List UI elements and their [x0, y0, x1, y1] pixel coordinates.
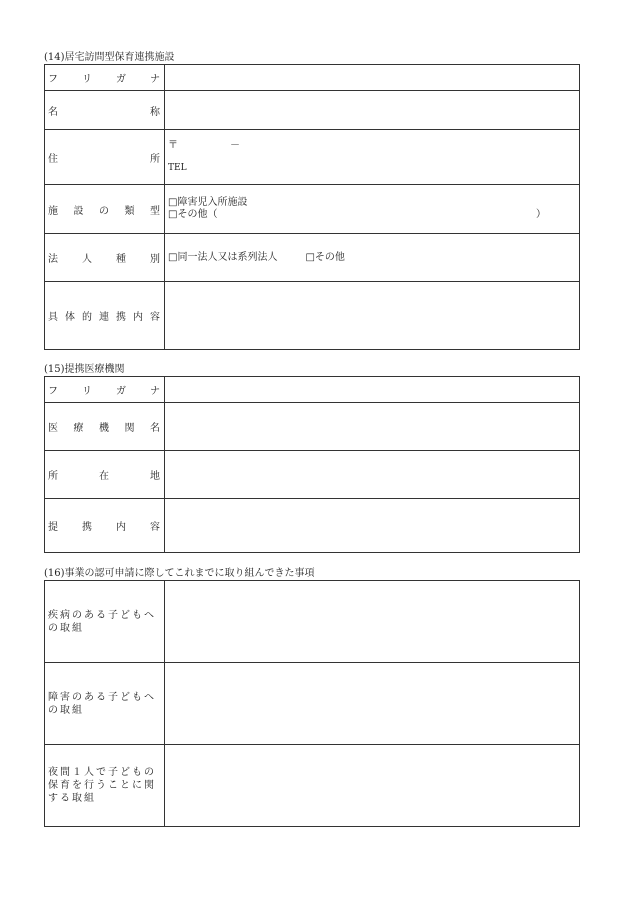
night-care-row	[45, 745, 580, 827]
facility-type-label: 施 設 の 類 型	[45, 185, 165, 234]
name-label: 名 称	[45, 91, 165, 130]
postal-mark: 〒	[168, 140, 178, 151]
facility-type-other-close: ）	[536, 209, 546, 220]
section-14-title: (14)居宅訪問型保育連携施設	[44, 52, 175, 63]
furigana-row-15	[45, 377, 580, 403]
institution-name-field[interactable]	[165, 403, 580, 451]
illness-field[interactable]	[165, 581, 580, 663]
partnership-content-row	[45, 499, 580, 553]
corporation-type-row	[45, 234, 580, 282]
section-14-table	[44, 64, 580, 350]
name-row	[45, 91, 580, 130]
furigana-label-15: フ リ ガ ナ	[45, 377, 165, 403]
night-care-field[interactable]	[165, 745, 580, 827]
disability-field[interactable]	[165, 663, 580, 745]
facility-type-options	[165, 185, 580, 234]
furigana-field-15[interactable]	[165, 377, 580, 403]
disability-row	[45, 663, 580, 745]
section-16-title: (16)事業の認可申請に際してこれまでに取り組んできた事項	[44, 568, 315, 579]
institution-name-row	[45, 403, 580, 451]
name-field[interactable]	[165, 91, 580, 130]
facility-type-option-disabled-child[interactable]: □障害児入所施設	[168, 197, 248, 208]
facility-type-option-other[interactable]: □その他（ ）	[168, 209, 546, 220]
section-16-table	[44, 580, 580, 827]
illness-label: 疾病のある子どもへ の取組	[45, 581, 165, 663]
furigana-field[interactable]	[165, 65, 580, 91]
partnership-content-label: 提 携 内 容	[45, 499, 165, 553]
night-care-label: 夜間１人で子どもの 保育を行うことに関 する取組	[45, 745, 165, 827]
location-field[interactable]	[165, 451, 580, 499]
address-field[interactable]	[165, 130, 580, 185]
location-row	[45, 451, 580, 499]
detail-label: 具 体 的 連 携 内 容	[45, 282, 165, 350]
institution-name-label: 医 療 機 関 名	[45, 403, 165, 451]
section-15-title: (15)提携医療機関	[44, 364, 125, 375]
corporation-type-label: 法 人 種 別	[45, 234, 165, 282]
detail-field[interactable]	[165, 282, 580, 350]
corporation-option-same[interactable]: □同一法人又は系列法人	[168, 251, 278, 263]
illness-row	[45, 581, 580, 663]
location-label: 所 在 地	[45, 451, 165, 499]
partnership-content-field[interactable]	[165, 499, 580, 553]
address-row	[45, 130, 580, 185]
corporation-type-options	[165, 234, 580, 282]
furigana-label: フ リ ガ ナ	[45, 65, 165, 91]
disability-label: 障害のある子どもへ の取組	[45, 663, 165, 745]
corporation-option-other[interactable]: □その他	[305, 251, 345, 263]
address-label: 住 所	[45, 130, 165, 185]
detail-row	[45, 282, 580, 350]
furigana-row	[45, 65, 580, 91]
postal-dash: －	[230, 140, 240, 151]
section-15-table	[44, 376, 580, 553]
tel-label: TEL	[168, 163, 187, 173]
facility-type-row	[45, 185, 580, 234]
